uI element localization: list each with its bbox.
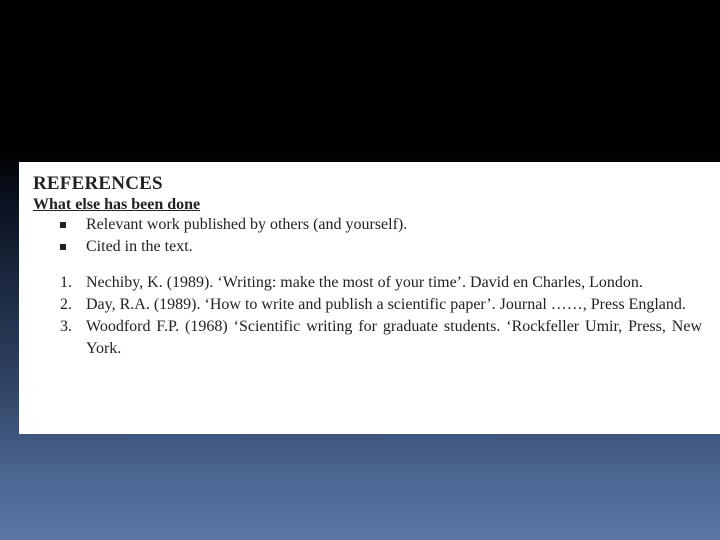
reference-number: 1. — [60, 274, 72, 291]
references-subheading: What else has been done — [33, 196, 201, 213]
bullet-text: Cited in the text. — [86, 238, 193, 255]
reference-number: 3. — [60, 318, 72, 335]
reference-item — [60, 272, 706, 294]
document-image — [19, 162, 720, 434]
reference-item — [60, 294, 706, 316]
reference-text: Woodford F.P. (1968) ‘Scientific writing for graduate students. ‘Rockfeller Umir, Press, New York. — [86, 318, 702, 357]
bullet-list — [33, 214, 706, 258]
reference-text: Nechiby, K. (1989). ‘Writing: make the most of your time’. David en Charles, London. — [86, 274, 643, 291]
square-bullet-icon — [60, 244, 66, 250]
reference-item — [60, 316, 706, 360]
reference-list — [33, 272, 706, 360]
bullet-text: Relevant work published by others (and yourself). — [86, 216, 408, 233]
references-heading: REFERENCES — [33, 173, 163, 194]
reference-text: Day, R.A. (1989). ‘How to write and publish a scientific paper’. Journal ……, Press England. — [86, 296, 686, 313]
bullet-item — [60, 236, 706, 258]
square-bullet-icon — [60, 222, 66, 228]
bullet-item — [60, 214, 706, 236]
reference-number: 2. — [60, 296, 72, 313]
